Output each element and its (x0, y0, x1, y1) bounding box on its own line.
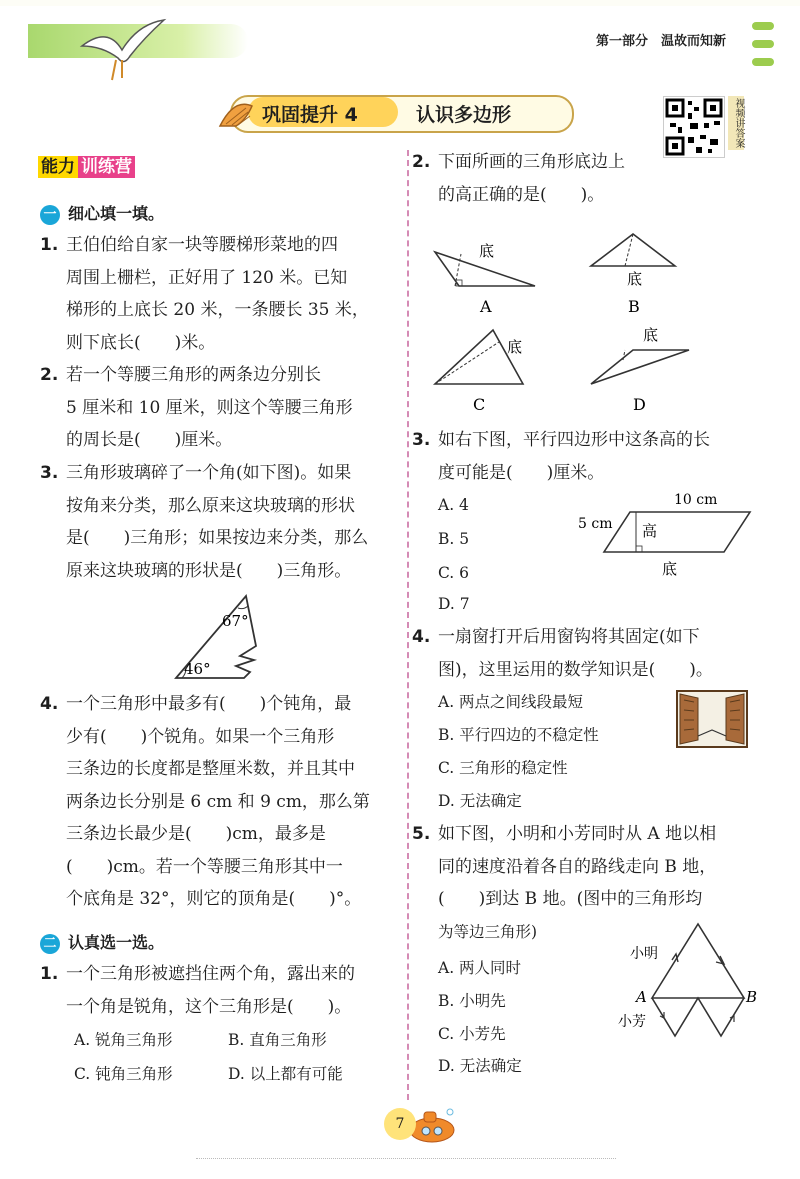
seagull-icon (78, 16, 168, 86)
option[interactable]: D. 无法确定 (438, 792, 522, 810)
option-label[interactable]: B (628, 297, 640, 316)
option-label[interactable]: C (473, 395, 486, 414)
section-title: 细心填一填。 (68, 204, 165, 223)
point-b-label: B (746, 988, 758, 1006)
question-fill-1 (40, 229, 400, 359)
base-label: 底 (507, 338, 523, 356)
footer-line (196, 1158, 616, 1159)
option[interactable]: D. 无法确定 (438, 1057, 522, 1075)
question-number: 2. (412, 152, 431, 172)
option[interactable]: A. 两人同时 (438, 959, 522, 977)
question-number: 5. (412, 824, 431, 844)
option[interactable]: A. 两点之间线段最短 (438, 693, 584, 711)
part-label: 第一部分 温故而知新 (596, 34, 727, 49)
question-line: 按角来分类，那么原来这块玻璃的形状 (66, 495, 355, 516)
question-line: 一个三角形被遮挡住两个角，露出来的 (66, 964, 355, 984)
question-line: 是( )三角形；如果按边来分类，那么 (66, 528, 369, 548)
section-title: 认真选一选。 (68, 933, 165, 952)
height-label: 高 (642, 522, 658, 540)
question-line: 王伯伯给自家一块等腰梯形菜地的四 (66, 235, 338, 255)
question-line: 两条边长分别是 6 cm 和 9 cm，那么第 (66, 791, 370, 812)
question-line: 的高正确的是( )。 (438, 184, 605, 205)
question-number: 3. (412, 430, 431, 450)
section-fill-heading (40, 201, 164, 225)
point-a-label: A (636, 988, 647, 1006)
broken-glass-figure (170, 592, 270, 684)
section-badge: 二 (40, 934, 60, 954)
option[interactable]: D. 以上都有可能 (228, 1065, 343, 1083)
question-line: ( )cm。若一个等腰三角形其中一 (66, 856, 343, 877)
question-number: 2. (40, 365, 59, 385)
route-label-ming: 小明 (630, 946, 658, 962)
question-line: 则下底长( )米。 (66, 332, 216, 353)
question-fill-2 (40, 359, 400, 457)
option[interactable]: C. 钝角三角形 (74, 1065, 173, 1083)
option[interactable]: C. 6 (438, 564, 470, 582)
option[interactable]: B. 小明先 (438, 992, 506, 1010)
header-decoration (752, 58, 774, 66)
header-decoration (752, 40, 774, 48)
question-line: 一个角是锐角，这个三角形是( )。 (66, 996, 352, 1017)
option[interactable]: D. 7 (438, 595, 470, 613)
question-choice-2 (412, 146, 772, 211)
question-line: 三角形玻璃碎了一个角(如下图)。如果 (66, 463, 352, 483)
question-number: 4. (40, 694, 59, 714)
question-line: 一扇窗打开后用窗钩将其固定(如下 (438, 627, 700, 647)
question-line: 三条边的长度都是整厘米数，并且其中 (66, 759, 355, 779)
question-line: 少有( )个锐角。如果一个三角形 (66, 726, 335, 747)
question-fill-4 (40, 688, 400, 916)
base-label: 底 (627, 270, 643, 288)
question-line: 同的速度沿着各自的路线走向 B 地， (438, 856, 717, 877)
base-label: 底 (662, 560, 678, 578)
training-tag (38, 152, 135, 177)
header-decoration (752, 22, 774, 30)
path-figure (616, 920, 766, 1048)
question-line: 梯形的上底长 20 米，一条腰长 35 米， (66, 300, 369, 320)
question-line: 一个三角形中最多有( )个钝角，最 (66, 694, 352, 714)
tag-ability: 能力 (38, 156, 78, 178)
column-divider (407, 150, 409, 1100)
option[interactable]: B. 5 (438, 530, 470, 548)
question-line: 下面所画的三角形底边上 (438, 152, 625, 172)
option[interactable]: B. 直角三角形 (228, 1031, 327, 1049)
question-line: 的周长是( )厘米。 (66, 430, 233, 450)
triangle-heights-figure (425, 232, 715, 418)
question-line: 如右下图，平行四边形中这条高的长 (438, 430, 710, 450)
angle-label: 67° (222, 612, 249, 630)
question-line: 周围上栅栏，正好用了 120 米。已知 (66, 267, 348, 288)
question-choice-1 (40, 958, 400, 1023)
parallelogram-figure (574, 488, 764, 580)
route-label-fang: 小芳 (618, 1014, 646, 1030)
header-band (0, 0, 800, 6)
lesson-number: 巩固提升 4 (262, 104, 358, 126)
length-label: 10 cm (674, 492, 718, 508)
shell-icon (216, 96, 256, 130)
option[interactable]: C. 小芳先 (438, 1025, 506, 1043)
option[interactable]: B. 平行四边的不稳定性 (438, 726, 599, 744)
angle-label: 46° (184, 660, 211, 678)
option[interactable]: A. 锐角三角形 (74, 1031, 173, 1049)
base-label: 底 (643, 326, 659, 344)
base-label: 底 (479, 242, 495, 260)
question-number: 1. (40, 235, 59, 255)
question-line: 图)，这里运用的数学知识是( )。 (438, 659, 713, 680)
section-badge: 一 (40, 205, 60, 225)
question-line: 若一个等腰三角形的两条边分别长 (66, 365, 321, 385)
option[interactable]: A. 4 (438, 496, 469, 514)
length-label: 5 cm (578, 516, 613, 532)
question-choice-3 (412, 424, 772, 489)
question-line: 如下图，小明和小芳同时从 A 地以相 (438, 824, 717, 844)
question-choice-4 (412, 621, 772, 686)
question-line: 5 厘米和 10 厘米，则这个等腰三角形 (66, 397, 353, 418)
option-label[interactable]: D (633, 395, 646, 414)
question-line: ( )到达 B 地。(图中的三角形均 (438, 889, 703, 909)
qr-label: 视频讲答案 (728, 96, 744, 150)
question-line: 度可能是( )厘米。 (438, 462, 605, 483)
section-choice-heading (40, 930, 164, 954)
option-label[interactable]: A (480, 297, 492, 316)
question-number: 1. (40, 964, 59, 984)
tag-camp: 训练营 (78, 156, 135, 178)
question-line: 个底角是 32°，则它的顶角是( )°。 (66, 889, 362, 909)
question-number: 3. (40, 463, 59, 483)
question-line: 三条边长最少是( )cm，最多是 (66, 824, 326, 844)
question-line: 原来这块玻璃的形状是( )三角形。 (66, 560, 352, 581)
question-number: 4. (412, 627, 431, 647)
question-line: 为等边三角形) (438, 922, 538, 941)
page-title: 认识多边形 (416, 104, 512, 126)
window-figure (676, 690, 748, 748)
option[interactable]: C. 三角形的稳定性 (438, 759, 568, 777)
page-number: 7 (384, 1108, 416, 1140)
question-fill-3 (40, 457, 400, 587)
